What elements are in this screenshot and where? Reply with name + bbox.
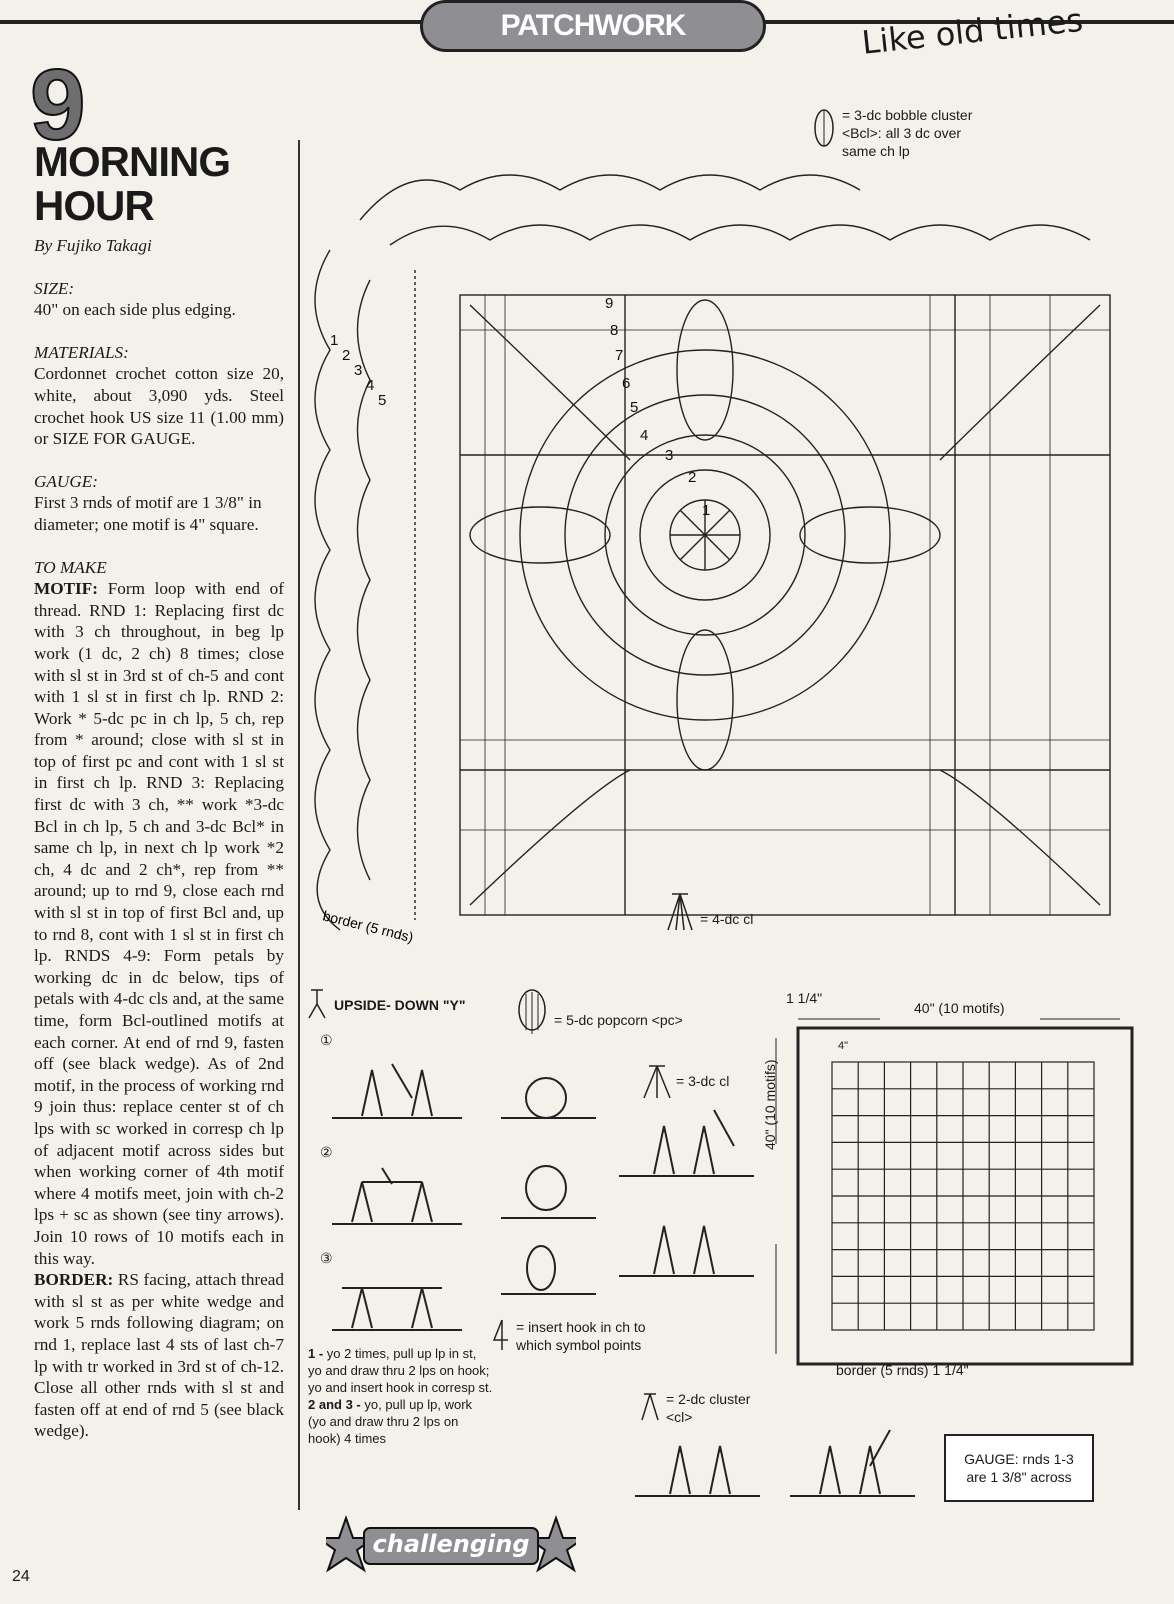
- badge-text: challenging: [372, 1530, 530, 1558]
- border-label: border (5 rnds): [321, 907, 415, 946]
- pattern-number: 9: [30, 49, 86, 161]
- step-instructions: [308, 1345, 493, 1447]
- four-dc-cluster-label: = 4-dc cl: [700, 911, 754, 927]
- difficulty-badge: [326, 1512, 576, 1582]
- round-number: 4: [640, 427, 649, 444]
- to-make-heading: TO MAKE: [34, 557, 107, 577]
- step-1-label: 1 -: [308, 1346, 324, 1361]
- border-text: RS facing, attach thread with sl st as per white wedge and work 5 rnds following diagram; on rnd 1, replace last 4 sts of last ch-7 lp with tr worked in 3rd st of ch-12. Close all other rnds with sl st and fasten off at end of rnd 5 (see black wedge).: [34, 1270, 284, 1441]
- three-dc-cluster-symbol: [640, 1062, 674, 1102]
- round-number: 3: [665, 447, 674, 464]
- motif-frame: [460, 295, 1110, 915]
- border-round-number: 3: [354, 362, 363, 379]
- upside-down-y-label: UPSIDE- DOWN "Y": [334, 997, 466, 1013]
- size-text: 40" on each side plus edging.: [34, 300, 236, 320]
- grid-top-label: 40" (10 motifs): [914, 1000, 1005, 1016]
- petal: [800, 507, 940, 563]
- pattern-title: [34, 140, 284, 228]
- motif-instructions: [34, 578, 284, 1269]
- title-line-1: MORNING: [34, 138, 230, 185]
- round-number: 6: [622, 375, 631, 392]
- round-number: 9: [605, 295, 614, 312]
- border-round-number: 2: [342, 347, 351, 364]
- layout-grid: [770, 1014, 1150, 1384]
- petal: [470, 507, 610, 563]
- round-number: 8: [610, 322, 619, 339]
- round-number: 5: [630, 399, 639, 416]
- two-dc-cluster-symbol: [638, 1390, 662, 1424]
- stitch-illustration-1: [322, 1058, 472, 1128]
- border-label: BORDER:: [34, 1270, 114, 1290]
- gauge-box-line-2: are 1 3/8" across: [966, 1469, 1072, 1485]
- petal: [677, 300, 733, 440]
- three-dc-cluster-label: = 3-dc cl: [676, 1073, 730, 1089]
- upside-down-y-symbol: [306, 986, 328, 1020]
- page-number: 24: [12, 1568, 30, 1585]
- border-scallops: [360, 175, 860, 220]
- materials-text: Cordonnet crochet cotton size 20, white, about 3,090 yds. Steel crochet hook US size 11 (1.00 mm) or SIZE FOR GAUGE.: [34, 364, 284, 449]
- border-round-number: 1: [330, 332, 339, 349]
- step-number: ③: [320, 1250, 333, 1266]
- popcorn-label: = 5-dc popcorn <pc>: [554, 1012, 683, 1028]
- gauge-box: [944, 1434, 1094, 1502]
- section-title: PATCHWORK: [500, 9, 686, 42]
- border-round-number: 4: [366, 377, 375, 394]
- grid-side-label: 40" (10 motifs): [762, 1059, 778, 1150]
- four-dc-cluster-symbol: [664, 890, 696, 934]
- section-banner: [420, 0, 766, 52]
- two-dc-cluster-label: = 2-dc cluster <cl>: [666, 1391, 751, 1425]
- title-line-2: HOUR: [34, 182, 154, 229]
- instructions-column: [34, 235, 284, 1442]
- round-number: 2: [688, 469, 697, 486]
- byline: By Fujiko Takagi: [34, 236, 152, 255]
- insert-hook-label: = insert hook in ch to which symbol points: [516, 1319, 646, 1353]
- grid-motif-size: 4": [838, 1040, 849, 1052]
- gauge-text: First 3 rnds of motif are 1 3/8" in diameter; one motif is 4" square.: [34, 493, 262, 534]
- grid-bottom-label: border (5 rnds) 1 1/4": [836, 1362, 969, 1378]
- motif-label: MOTIF:: [34, 579, 98, 599]
- stitch-illustration-2: [322, 1164, 472, 1234]
- crochet-chart: [300, 130, 1120, 960]
- step-2-3-label: 2 and 3 -: [308, 1397, 361, 1412]
- step-1-text: yo 2 times, pull up lp in st, yo and draw thru 2 lps on hook; yo and insert hook in corresp st.: [308, 1346, 493, 1395]
- popcorn-illustrations: [496, 1058, 606, 1298]
- tagline: Like old times: [860, 0, 1085, 62]
- grid-top-margin: 1 1/4": [786, 990, 823, 1006]
- step-number: ①: [320, 1032, 333, 1048]
- gauge-box-line-1: GAUGE: rnds 1-3: [964, 1451, 1074, 1467]
- motif-text: Form loop with end of thread. RND 1: Replacing first dc with 3 ch throughout, in beg lp work (1 dc, 2 ch) 8 times; close with sl st in 3rd st of ch-5 and cont with 1 sl st in first ch lp. RND 2: Work * 5-dc pc in ch lp, 5 ch, rep from * around; close with sl st in top of first pc and cont with 1 sl st in first ch lp. RND 3: Replacing first dc with 3 ch, ** work *3-dc Bcl in ch lp, 5 ch and 3-dc Bcl* in same ch lp, in next ch lp work *2 ch, 4 dc and 2 ch*, rep from ** around; up to rnd 9, close each rnd with sl st in top of first Bcl and, up to rnd 8, cont with 1 sl st in first ch lp. RNDS 4-9: Form petals by working dc in dc below, tips of petals with 4-dc cls and, at the same time, form Bcl-outlined motifs at each corner. At end of rnd 9, fasten off (see black wedge). As of 2nd motif, in the process of working rnd 9 join thus: replace center st of ch lps with sc worked in corresp ch lp of adjacent motif across sides but when working corner of 4th motif where 4 motifs meet, join with ch-2 lps + sc as shown (see tiny arrows). Join 10 rows of 10 motifs each in this way.: [34, 579, 285, 1268]
- petal: [677, 630, 733, 770]
- gauge-heading: GAUGE:: [34, 471, 98, 491]
- round-number: 7: [615, 347, 624, 364]
- step-number: ②: [320, 1144, 333, 1160]
- insert-hook-symbol: [490, 1318, 512, 1352]
- border-instructions: [34, 1269, 284, 1442]
- two-dc-cluster-illustrations: [630, 1426, 920, 1506]
- size-heading: SIZE:: [34, 278, 75, 298]
- stitch-illustration-3: [322, 1270, 472, 1340]
- materials-heading: MATERIALS:: [34, 342, 129, 362]
- step-2-3-text: yo, pull up lp, work (yo and draw thru 2 lps on hook) 4 times: [308, 1397, 473, 1446]
- bobble-cluster-label: = 3-dc bobble cluster <Bcl>: all 3 dc over same ch lp: [842, 107, 973, 159]
- border-round-number: 5: [378, 392, 387, 409]
- three-dc-cluster-illustrations: [614, 1106, 764, 1286]
- bobble-cluster-symbol: [812, 106, 836, 150]
- round-number: 1: [702, 502, 711, 519]
- popcorn-symbol: [516, 986, 548, 1042]
